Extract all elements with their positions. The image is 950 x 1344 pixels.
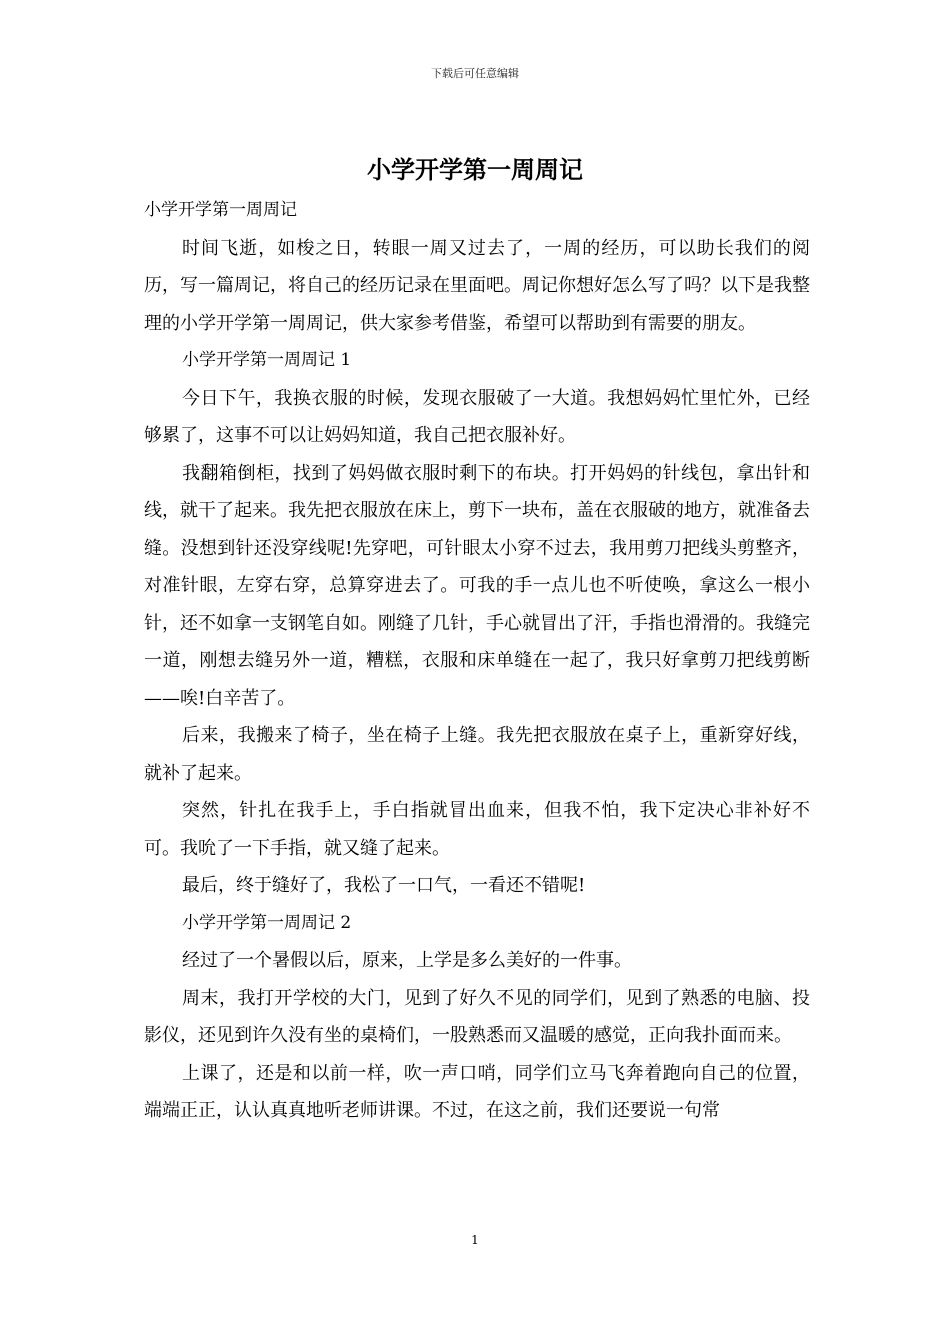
article-label: 小学开学第一周周记 xyxy=(144,200,297,220)
body-paragraph: 我翻箱倒柜，找到了妈妈做衣服时剩下的布块。打开妈妈的针线包，拿出针和线，就干了起来。我先把衣服放在床上，剪下一块布，盖在衣服破的地方，就准备去缝。没想到针还没穿线呢!先穿吧，可针眼太小穿不过去，我用剪刀把线头剪整齐，对准针眼，左穿右穿，总算穿进去了。可我的手一点儿也不听使唤，拿这么一根小针，还不如拿一支钢笔自如。刚缝了几针，手心就冒出了汗，手指也滑滑的。我缝完一道，刚想去缝另外一道，糟糕，衣服和床单缝在一起了，我只好拿剪刀把线剪断——唉!白辛苦了。 xyxy=(144,462,810,709)
page-number: 1 xyxy=(471,1233,479,1247)
document-title: 小学开学第一周周记 xyxy=(367,155,583,184)
section-heading-1: 小学开学第一周周记 1 xyxy=(182,350,352,370)
page-header-note: 下载后可任意编辑 xyxy=(431,67,519,80)
body-paragraph: 后来，我搬来了椅子，坐在椅子上缝。我先把衣服放在桌子上，重新穿好线，就补了起来。 xyxy=(144,725,810,784)
body-paragraph: 周末，我打开学校的大门，见到了好久不见的同学们，见到了熟悉的电脑、投影仪，还见到许久没有坐的桌椅们，一股熟悉而又温暖的感觉，正向我扑面而来。 xyxy=(144,987,810,1046)
body-paragraph: 最后，终于缝好了，我松了一口气，一看还不错呢! xyxy=(182,875,586,896)
body-paragraph: 上课了，还是和以前一样，吹一声口哨，同学们立马飞奔着跑向自己的位置，端端正正，认认真真地听老师讲课。不过，在这之前，我们还要说一句常 xyxy=(144,1062,810,1121)
section-heading-2: 小学开学第一周周记 2 xyxy=(182,912,352,933)
document-body xyxy=(144,192,810,1130)
body-paragraph: 经过了一个暑假以后，原来，上学是多么美好的一件事。 xyxy=(182,950,632,971)
intro-paragraph: 时间飞逝，如梭之日，转眼一周又过去了，一周的经历，可以助长我们的阅历，写一篇周记，将自己的经历记录在里面吧。周记你想好怎么写了吗？以下是我整理的小学开学第一周周记，供大家参考借鉴，希望可以帮助到有需要的朋友。 xyxy=(144,237,810,334)
body-paragraph: 今日下午，我换衣服的时候，发现衣服破了一大道。我想妈妈忙里忙外，已经够累了，这事不可以让妈妈知道，我自己把衣服补好。 xyxy=(144,387,810,446)
body-paragraph: 突然，针扎在我手上，手白指就冒出血来，但我不怕，我下定决心非补好不可。我吮了一下手指，就又缝了起来。 xyxy=(144,800,810,859)
